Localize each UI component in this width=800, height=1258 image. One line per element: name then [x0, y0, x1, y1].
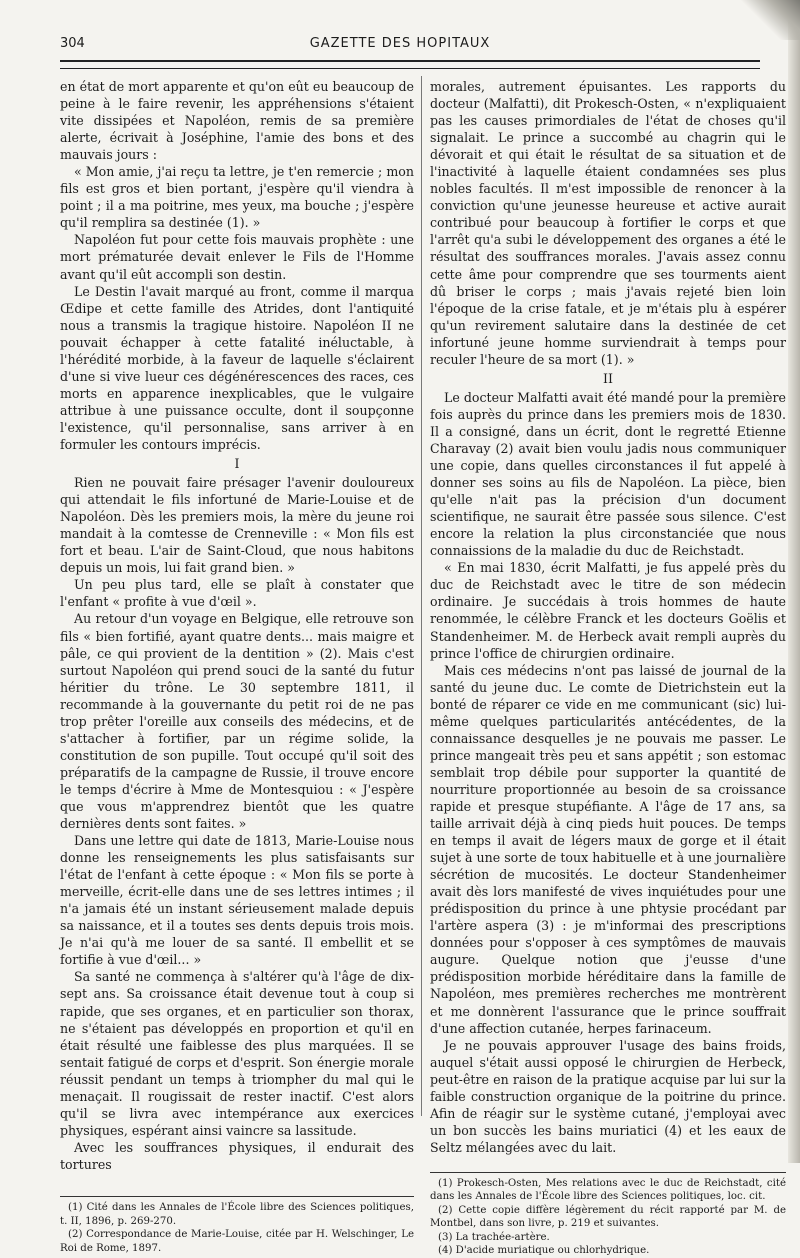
column-divider	[421, 76, 422, 1116]
paragraph: en état de mort apparente et qu'on eût eu beaucoup de peine à le faire revenir, les appréhensions s'étaient vite dissipées et Napoléon, remis de sa première alerte, écrivait à Joséphine, l'amie des bons et des mauvais jours :	[60, 79, 414, 163]
paragraph: Je ne pouvais approuver l'usage des bains froids, auquel s'était aussi opposé le chirurgien de Herbeck, peut-être en raison de la pratique acquise par lui sur la faible construction organique de la poitrine du prince. Afin de réagir sur le système cutané, j'employai avec un bon succès les bains muriatici (4) et les eaux de Seltz mélangées avec du lait.	[430, 1037, 786, 1155]
journal-title: GAZETTE DES HOPITAUX	[309, 36, 491, 51]
paragraph: Mais ces médecins n'ont pas laissé de journal de la santé du jeune duc. Le comte de Dietrichstein eut la bonté de réparer ce vide en me communicant (sic) lui-même quelques particularités antécédentes, de la connaissance desquelles je ne pouvais me passer. Le prince mangeait très peu et sans appétit ; son estomac semblait trop débile pour supporter la quantité de nourriture proportionnée au besoin de sa croissance rapide et presque stupéfiante. A l'âge de 17 ans, sa taille arrivait déjà à cinq pieds huit pouces. De temps en temps il avait de légers maux de gorge et il était sujet à une sorte de toux habituelle et à une journalière sécrétion de mucosités. Le docteur Standenheimer avait dès lors manifesté de vives inquiétudes pour une prédisposition du prince à une phtysie procédant par l'artère aspera (3) : je m'informai des prescriptions données pour s'opposer à ces symptômes de mauvais augure. Quelque notion que j'eusse d'une prédisposition morbide héréditaire dans la famille de Napoléon, mes premières recherches me montrèrent et me donnèrent l'assurance que le prince souffrait d'une affection cutanée, herpes farinaceum.	[430, 662, 786, 1036]
page-edge-shadow	[788, 0, 800, 1163]
paragraph: « Mon amie, j'ai reçu ta lettre, je t'en remercie ; mon fils est gros et bien portant, j'espère qu'il viendra à point ; il a ma poitrine, mes yeux, ma bouche ; j'espère qu'il remplira sa destinée (1). »	[60, 164, 414, 231]
page-corner-shadow	[740, 0, 800, 40]
paragraph: Napoléon fut pour cette fois mauvais prophète : une mort prématurée devait enlever le Fils de l'Homme avant qu'il eût accompli son destin.	[60, 232, 414, 282]
paragraph: Le docteur Malfatti avait été mandé pour la première fois auprès du prince dans les premiers mois de 1830. Il a consigné, dans un écrit, dont le regretté Etienne Charavay (2) avait bien voulu jadis nous communiquer une copie, dans quelles circonstances il fut appelé à donner ses soins au fils de Napoléon. La pièce, bien qu'elle n'ait pas la précision d'un document scientifique, ne saurait être passée sous silence. C'est encore la relation la plus circonstanciée que nous connaissions de la maladie du duc de Reichstadt.	[430, 389, 786, 559]
footnote: (3) La trachée-artère.	[438, 1231, 550, 1243]
footnotes	[60, 1196, 414, 1255]
paragraph: Le Destin l'avait marqué au front, comme il marqua Œdipe et cette famille des Atrides, dont l'antiquité nous a transmis la tragique histoire. Napoléon II ne pouvait échapper à cette fatalité inéluctable, à l'hérédité morbide, à la faveur de laquelle s'éclairent d'une si vive lueur ces dégénérescences des races, ces morts en apparence inexplicables, que le vulgaire attribue à une puissance occulte, dont il soupçonne l'existence, qu'il personnalise, sans arriver à en formuler les contours imprécis.	[60, 283, 414, 452]
paragraph: Rien ne pouvait faire présager l'avenir douloureux qui attendait le fils infortuné de Marie-Louise et de Napoléon. Dès les premiers mois, la mère du jeune roi mandait à la comtesse de Crenneville : « Mon fils est fort et beau. L'air de Saint-Cloud, que nous habitons depuis un mois, lui fait grand bien. »	[60, 475, 414, 576]
footnote: (2) Correspondance de Marie-Louise, citée par H. Welschinger, Le Roi de Rome, 1897.	[60, 1229, 414, 1254]
left-column	[60, 78, 414, 1255]
section-heading: II	[603, 370, 613, 386]
paragraph: Sa santé ne commença à s'altérer qu'à l'âge de dix-sept ans. Sa croissance était devenue tout à coup si rapide, que ses organes, et en particulier son thorax, ne s'étaient pas développés en proportion et qu'il en était résulté une faiblesse des plus marquées. Il se sentait fatigué de corps et d'esprit. Son énergie morale réussit pendant un temps à triompher du mal qui le menaçait. Il rougissait de rester inactif. C'est alors qu'il se livra avec intempérance aux exercices physiques, espérant ainsi vaincre sa lassitude.	[60, 969, 414, 1138]
footnote: (1) Prokesch-Osten, Mes relations avec le duc de Reichstadt, cité dans les Annales de l'École libre des Sciences politiques, loc. cit.	[430, 1177, 786, 1203]
paragraph: Avec les souffrances physiques, il endurait des tortures	[60, 1139, 414, 1172]
section-heading: I	[234, 456, 240, 472]
paragraph: Un peu plus tard, elle se plaît à constater que l'enfant « profite à vue d'œil ».	[60, 577, 414, 610]
paragraph: « En mai 1830, écrit Malfatti, je fus appelé près du duc de Reichstadt avec le titre de son médecin ordinaire. Je succédais à trois hommes de haute renommée, le célèbre Franck et les docteurs Goëlis et Standenheimer. M. de Herbeck avait rempli auprès du prince l'office de chirurgien ordinaire.	[430, 560, 786, 661]
paragraph: Dans une lettre qui date de 1813, Marie-Louise nous donne les renseignements les plus satisfaisants sur l'état de l'enfant à cette époque : « Mon fils se porte à merveille, écrit-elle dans une de ses lettres intimes ; il n'a jamais été un instant sérieusement malade depuis sa naissance, et il a toutes ses dents depuis trois mois. Je n'ai qu'à me louer de sa santé. Il embellit et se fortifie à vue d'œil... »	[60, 833, 414, 968]
header-rule	[60, 60, 760, 69]
footnote: (4) D'acide muriatique ou chlorhydrique.	[438, 1245, 650, 1257]
footnote: (2) Cette copie diffère légèrement du récit rapporté par M. de Montbel, dans son livre, p. 219 et suivantes.	[430, 1204, 786, 1230]
right-column	[430, 78, 786, 1258]
paragraph: morales, autrement épuisantes. Les rapports du docteur (Malfatti), dit Prokesch-Osten, « n'expliquaient pas les causes primordiales de l'état de choses qu'il signalait. Le prince a succombé au chagrin qui le dévorait et qui était le résultat de sa situation et de l'inactivité à laquelle étaient condamnées ses plus nobles facultés. Il m'est impossible de renoncer à la conviction qu'une jeunesse heureuse et active aurait contribué pour beaucoup à fortifier le corps et que l'arrêt qu'a subi le développement des organes a été le résultat des souffrances morales. J'avais assez connu cette âme pour comprendre que ses tourments aient dû briser le corps ; mais j'avais rejeté bien loin l'époque de la crise fatale, et je m'étais plu à espérer qu'un revirement salutaire dans la destinée de cet infortuné jeune homme surviendrait à temps pour reculer l'heure de sa mort (1). »	[430, 79, 786, 367]
footnotes	[430, 1172, 786, 1258]
paragraph: Au retour d'un voyage en Belgique, elle retrouve son fils « bien fortifié, ayant quatre dents... mais maigre et pâle, ce qui provient de la dentition » (2). Mais c'est surtout Napoléon qui prend souci de la santé du futur héritier du trône. Le 30 septembre 1811, il recommande à la gouvernante du petit roi de ne pas trop prêter l'oreille aux conseils des médecins, et de s'attacher à fortifier, par un régime solide, la constitution de son pupille. Tout occupé qu'il soit des préparatifs de la campagne de Russie, il trouve encore le temps d'écrire à Mme de Montesquiou : « J'espère que vous m'apprendrez bientôt que les quatre dernières dents sont faites. »	[60, 611, 414, 832]
page-number: 304	[60, 36, 85, 51]
footnote: (1) Cité dans les Annales de l'École libre des Sciences politiques, t. II, 1896, p. 269-270.	[60, 1202, 414, 1227]
